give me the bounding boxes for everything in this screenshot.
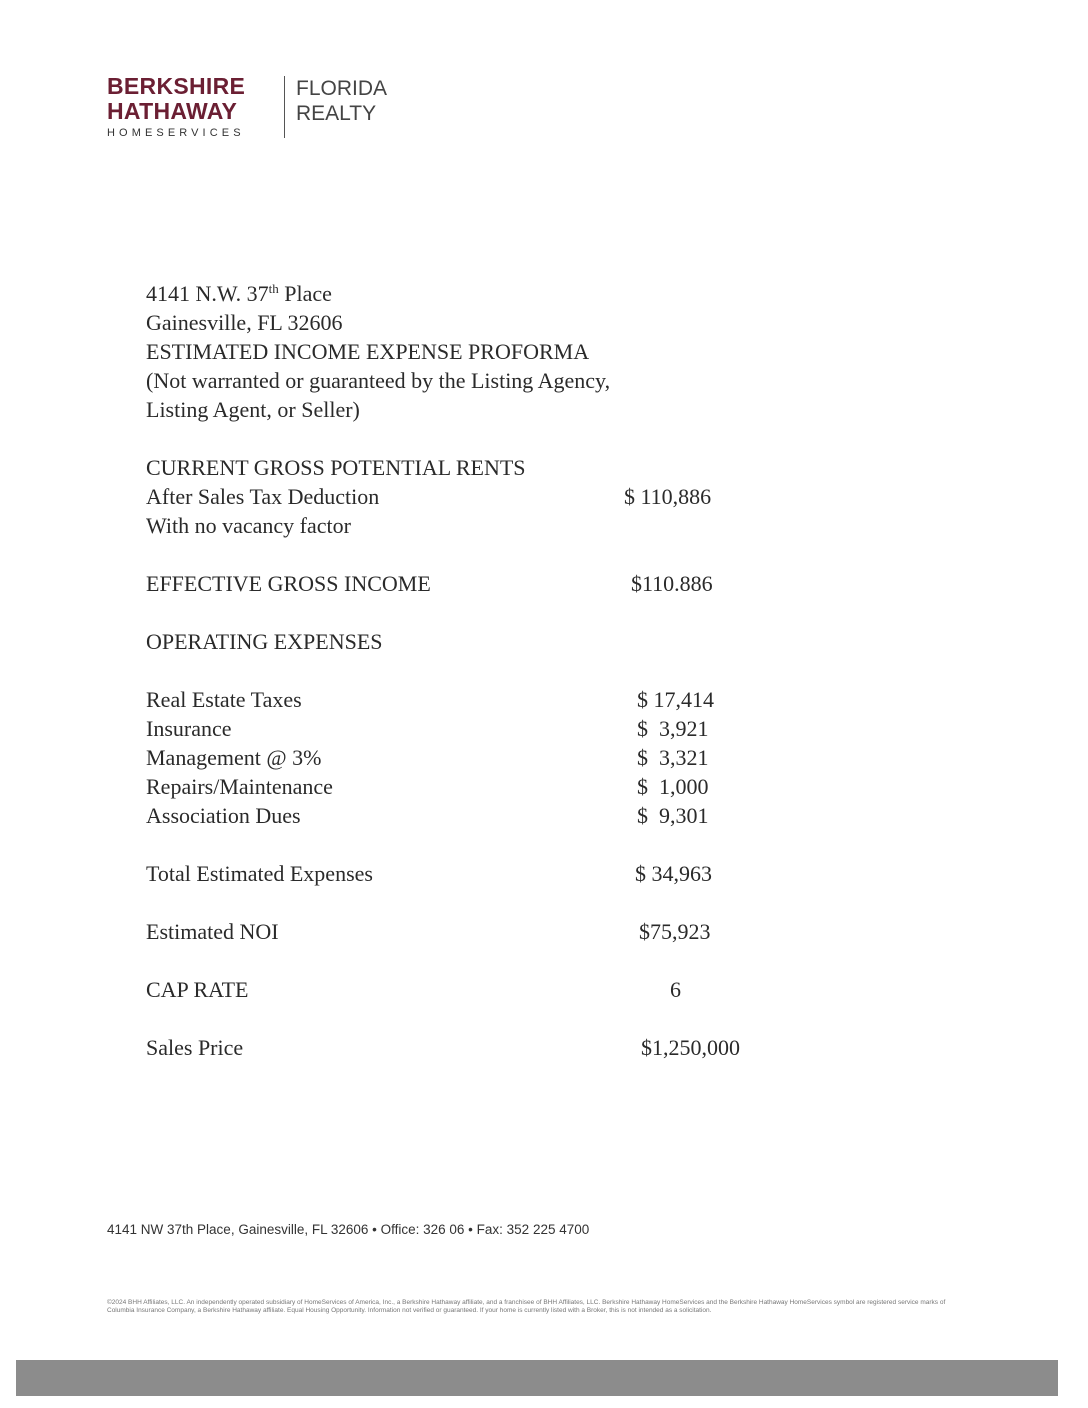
proforma-body: [146, 279, 786, 1062]
cap-rate-value: 6: [670, 977, 681, 1002]
egi-label: EFFECTIVE GROSS INCOME: [146, 571, 431, 596]
expense-value: $ 9,301: [637, 803, 709, 828]
cap-rate-label: CAP RATE: [146, 977, 249, 1002]
sales-price-row: [146, 1033, 786, 1062]
document-title: ESTIMATED INCOME EXPENSE PROFORMA: [146, 339, 590, 364]
expense-row: [146, 743, 786, 772]
property-city: Gainesville, FL 32606: [146, 310, 343, 335]
disclaimer-line-1: (Not warranted or guaranteed by the Listing Agency,: [146, 368, 611, 393]
operating-heading: OPERATING EXPENSES: [146, 629, 383, 654]
rents-after-tax-label: After Sales Tax Deduction: [146, 484, 380, 509]
expense-label: Management @ 3%: [146, 745, 322, 770]
noi-value: $75,923: [639, 919, 711, 944]
scan-edge-bar: [16, 1360, 1058, 1396]
total-expenses-value: $ 34,963: [635, 861, 712, 886]
expense-row: [146, 801, 786, 830]
sales-price-label: Sales Price: [146, 1035, 244, 1060]
expense-label: Real Estate Taxes: [146, 687, 302, 712]
total-expenses-row: [146, 859, 786, 888]
noi-row: [146, 917, 786, 946]
egi-row: [146, 569, 786, 598]
expense-label: Insurance: [146, 716, 232, 741]
logo-brand-block: [107, 74, 272, 139]
expense-label: Repairs/Maintenance: [146, 774, 333, 799]
logo-divider: [284, 76, 285, 138]
expense-row: [146, 685, 786, 714]
egi-value: $110.886: [631, 571, 713, 596]
expense-value: $ 3,921: [637, 716, 709, 741]
total-expenses-label: Total Estimated Expenses: [146, 861, 373, 886]
footer-legal-disclaimer: ©2024 BHH Affiliates, LLC. An independently operated subsidiary of HomeServices of America, Inc., a Berkshire Hathaway affiliate, and a franchisee of BHH Affiliates, LLC. Berkshire Hathaway HomeServices and the Berkshire Hathaway HomeServices symbol are registered service marks of Columbia Insurance Company, a Berkshire Hathaway affiliate. Equal Housing Opportunity. Information not verified or guaranteed. If your home is currently listed with a Broker, this is not intended as a solicitation.: [107, 1299, 946, 1314]
rents-no-vacancy-label: With no vacancy factor: [146, 513, 351, 538]
cap-rate-row: [146, 975, 786, 1004]
expense-row: [146, 714, 786, 743]
noi-label: Estimated NOI: [146, 919, 279, 944]
logo-brand-line1: BERKSHIRE: [107, 73, 246, 99]
logo-region-block: [296, 76, 387, 126]
sales-price-value: $1,250,000: [641, 1035, 740, 1060]
rents-after-tax-value: $ 110,886: [624, 484, 712, 509]
disclaimer-line-2: Listing Agent, or Seller): [146, 397, 360, 422]
rents-heading: CURRENT GROSS POTENTIAL RENTS: [146, 455, 526, 480]
rents-after-tax-row: [146, 482, 786, 511]
expense-value: $ 3,321: [637, 745, 709, 770]
expense-row: [146, 772, 786, 801]
property-address: 4141 N.W. 37th Place: [146, 281, 332, 306]
logo-region-line2: REALTY: [296, 102, 377, 125]
logo-brand-line2: HATHAWAY: [107, 98, 238, 124]
footer-address: 4141 NW 37th Place, Gainesville, FL 32606 • Office: 326 06 • Fax: 352 225 4700: [107, 1222, 590, 1237]
logo-region-line1: FLORIDA: [296, 77, 388, 100]
logo-brand-sub: HOMESERVICES: [107, 127, 245, 139]
expense-value: $ 1,000: [637, 774, 709, 799]
expense-label: Association Dues: [146, 803, 301, 828]
expense-value: $ 17,414: [637, 687, 714, 712]
